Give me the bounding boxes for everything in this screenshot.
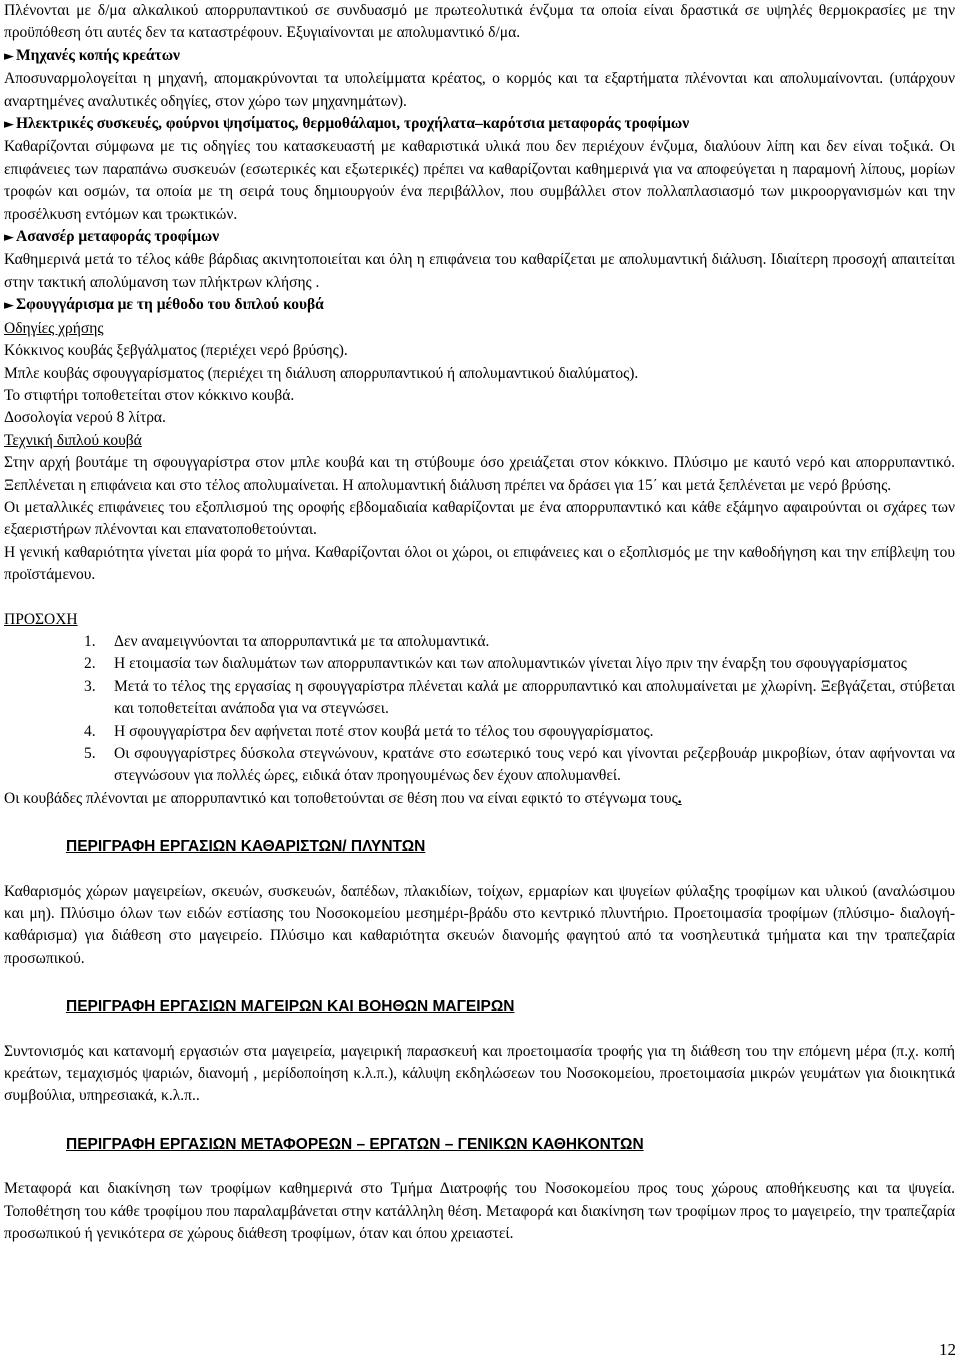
mopping-heading bbox=[4, 294, 955, 317]
instruction-line: Δοσολογία νερού 8 λίτρα. bbox=[4, 409, 166, 427]
document-page bbox=[4, 0, 955, 1246]
section-text-cooks: Συντονισμός και κατανομή εργασιών στα μαγειρεία, μαγειρική παρασκευή και προετοιμασία τροφής για τη διάθεση του την επόμενη μέρα (π.χ. κοπή κρεάτων, τεμαχισμός ψαριών, διανομή , μερίδοποίηση κ.λ.π.), κάλυψη εκδηλώσεων του Νοσοκομείου, προετοιμασία μικρών γευμάτων για διοικητικά συμβούλια, υπηρεσιακά, κ.λ.π.. bbox=[4, 1042, 955, 1105]
arrow-bullet-icon: ► bbox=[4, 117, 14, 133]
section-text-cleaners: Καθαρισμός χώρων μαγειρείων, σκευών, συσκευών, δαπέδων, πλακιδίων, τοίχων, ερμαρίων και ψυγείων φύλαξης τροφίμων και υλικού (αναλώσιμου και μη). Πλύσιμο όλων των ειδών εστίασης του Νοσοκομείου μεσημέρι-βράδυ στο κεντρικό πλυντήριο. Προετοιμασία τροφίμων (πλύσιμο- διαλογή- καθάρισμα) για διάθεση στο μαγειρείο. Πλύσιμο και καθαριότητα σκευών διανομής φαγητού από τα νοσηλευτικά τμήματα και την τραπεζαρία προσωπικού. bbox=[4, 882, 955, 967]
meat-machines-text: Αποσυναρμολογείται η μηχανή, απομακρύνονται τα υπολείμματα κρέατος, ο κορμός και τα εξαρτήματα πλένονται και απολυμαίνονται. (υπάρχουν αναρτημένες αναλυτικές οδηγίες, στον χώρο των μηχανημάτων). bbox=[4, 70, 955, 110]
technique-text: Στην αρχή βουτάμε τη σφουγγαρίστρα στον μπλε κουβά και τη στύβουμε όσο χρειάζεται στον κόκκινο. Πλύσιμο με καυτό νερό και απορρυπαντικό. Ξεπλένεται η επιφάνεια και στο τέλος απολυμαίνεται. Η απολυμαντική διάλυση πρέπει να δράσει για 15΄ και μετά ξεπλένεται με νερό βρύσης. bbox=[4, 454, 955, 494]
section-title-cooks: ΠΕΡΙΓΡΑΦΗ ΕΡΓΑΣΙΩΝ ΜΑΓΕΙΡΩΝ ΚΑΙ ΒΟΗΘΩΝ ΜΑΓΕΙΡΩΝ bbox=[66, 998, 515, 1016]
caution-heading: ΠΡΟΣΟΧΗ bbox=[4, 610, 78, 628]
caution-list bbox=[4, 631, 955, 788]
instruction-line: Κόκκινος κουβάς ξεβγάλματος (περιέχει νερό βρύσης). bbox=[4, 342, 348, 360]
general-cleaning-text: Η γενική καθαριότητα γίνεται μία φορά το μήνα. Καθαρίζονται όλοι οι χώροι, οι επιφάνειες και ο εξοπλισμός με την καθοδήγηση και την επίβλεψη του προϊστάμενου. bbox=[4, 543, 955, 584]
section-title-cleaners: ΠΕΡΙΓΡΑΦΗ ΕΡΓΑΣΙΩΝ ΚΑΘΑΡΙΣΤΩΝ/ ΠΛΥΝΤΩΝ bbox=[66, 838, 426, 856]
list-item: 5. Οι σφουγγαρίστρες δύσκολα στεγνώνουν, κρατάνε στο εσωτερικό τους νερό και γίνονται ρεζερβουάρ μικροβίων, όταν αφήνονται να στεγνώσουν για πολλές ώρες, ειδικά όταν προηγουμένως δεν έχουν απολυμανθεί. bbox=[84, 745, 955, 785]
section-text-porters: Μεταφορά και διακίνηση των τροφίμων καθημερινά στο Τμήμα Διατροφής του Νοσοκομείου προς τους χώρους αποθήκευσης και τα ψυγεία. Τοποθέτηση του κάθε τροφίμου που παραλαμβάνεται στην κατάλληλη θέση. Μεταφορά και διακίνηση των τροφίμων προς το μαγειρείο, την τραπεζαρία προσωπικού ή γενικότερα σε χώρους διάθεση τροφίμων, όταν και όπου χρειαστεί. bbox=[4, 1180, 955, 1243]
mopping-title: Σφουγγάρισμα με τη μέθοδο του διπλού κουβά bbox=[16, 296, 324, 314]
intro-paragraph: Πλένονται με δ/μα αλκαλικού απορρυπαντικού σε συνδυασμό με πρωτεολυτικά ένζυμα τα οποία είναι δραστικά σε υψηλές θερμοκρασίες με την προϋπόθεση ότι αυτές δεν τα καταστρέφουν. Εξυγιαίνονται με απολυμαντικό δ/μα. bbox=[4, 2, 955, 42]
list-item: 3. Μετά το τέλος της εργασίας η σφουγγαρίστρα πλένεται καλά με απορρυπαντικό και απολυμαίνεται με χλωρίνη. Ξεβγάζεται, στύβεται και τοποθετείται ανάποδα για να στεγνώσει. bbox=[84, 677, 955, 718]
meat-machines-title: Μηχανές κοπής κρεάτων bbox=[16, 46, 180, 64]
list-item: 2. Η ετοιμασία των διαλυμάτων των απορρυπαντικών και των απολυμαντικών γίνεται λίγο πριν την έναρξη του σφουγγαρίσματος bbox=[84, 655, 907, 673]
list-item: 4. Η σφουγγαρίστρα δεν αφήνεται ποτέ στον κουβά μετά το τέλος του σφουγγαρίσματος. bbox=[84, 722, 654, 740]
arrow-bullet-icon: ► bbox=[4, 48, 14, 64]
electrical-text: Καθαρίζονται σύμφωνα με τις οδηγίες του κατασκευαστή με καθαριστικά υλικά που δεν περιέχουν ένζυμα, διαλύουν λίπη και δεν είναι τοξικά. Οι επιφάνειες των παραπάνω συσκευών (εσωτερικές και εξωτερικές) πρέπει να καθαρίζονται καθημερινά για να αποφεύγεται η παραμονή λίπους, μορίων τροφών και οσμών, τα οποία με τη σειρά τους δημιουργούν ένα περιβάλλον, που συμβάλλει στον πολλαπλασιασμό των μικροοργανισμών και την προσέλκυση εντόμων και τρωκτικών. bbox=[4, 138, 955, 223]
arrow-bullet-icon: ► bbox=[4, 298, 14, 314]
elevator-text: Καθημερινά μετά το τέλος κάθε βάρδιας ακινητοποιείται και όλη η επιφάνεια του καθαρίζεται με απολυμαντική διάλυση. Ιδιαίτερη προσοχή απαιτείται στην τακτική απολύμανση των πλήκτρων κλήσης . bbox=[4, 251, 955, 291]
metal-surfaces-text: Οι μεταλλικές επιφάνειες του εξοπλισμού της οροφής εβδομαδιαία καθαρίζονται με ένα απορρυπαντικό και κάθε εξάμηνο αφαιρούνται οι σχάρες των εξαεριστήρων πλένονται και επανατοποθετούνται. bbox=[4, 498, 955, 539]
page-number: 12 bbox=[939, 1339, 956, 1359]
elevator-title: Ασανσέρ μεταφοράς τροφίμων bbox=[16, 228, 220, 246]
technique-heading: Τεχνική διπλού κουβά bbox=[4, 431, 142, 449]
caution-closing: Οι κουβάδες πλένονται με απορρυπαντικό και τοποθετούνται σε θέση που να είναι εφικτό το στέγνωμα τους. bbox=[4, 789, 682, 807]
instruction-line: Το στιφτήρι τοποθετείται στον κόκκινο κουβά. bbox=[4, 386, 295, 404]
electrical-heading bbox=[4, 113, 955, 136]
electrical-title: Ηλεκτρικές συσκευές, φούρνοι ψησίματος, θερμοθάλαμοι, τροχήλατα–καρότσια μεταφοράς τροφίμων bbox=[16, 115, 690, 133]
instruction-line: Μπλε κουβάς σφουγγαρίσματος (περιέχει τη διάλυση απορρυπαντικού ή απολυμαντικού διαλύματος). bbox=[4, 364, 639, 382]
meat-machines-heading bbox=[4, 45, 955, 68]
arrow-bullet-icon: ► bbox=[4, 230, 14, 246]
list-item: 1. Δεν αναμειγνύονται τα απορρυπαντικά με τα απολυμαντικά. bbox=[84, 632, 490, 650]
instructions-heading: Οδηγίες χρήσης bbox=[4, 319, 104, 337]
elevator-heading bbox=[4, 226, 955, 249]
section-title-porters: ΠΕΡΙΓΡΑΦΗ ΕΡΓΑΣΙΩΝ ΜΕΤΑΦΟΡΕΩΝ – ΕΡΓΑΤΩΝ – ΓΕΝΙΚΩΝ ΚΑΘΗΚΟΝΤΩΝ bbox=[66, 1135, 644, 1153]
